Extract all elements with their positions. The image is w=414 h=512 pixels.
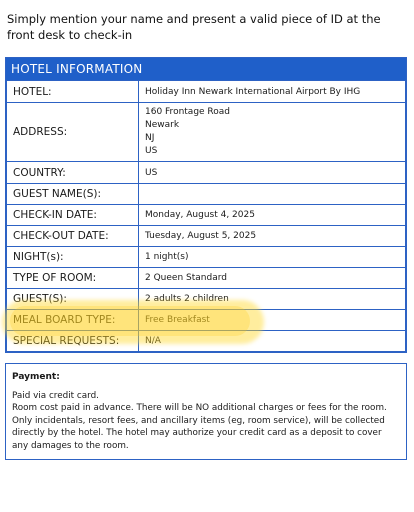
row-nights (7, 247, 406, 268)
room-type-label: TYPE OF ROOM: (7, 268, 139, 289)
row-check-out (7, 226, 406, 247)
payment-section (5, 363, 407, 460)
guest-names-label: GUEST NAME(S): (7, 184, 139, 205)
intro-text: Simply mention your name and present a valid piece of ID at the front desk to check-in (7, 12, 381, 42)
address-label: ADDRESS: (7, 103, 139, 162)
guests-label: GUEST(S): (7, 289, 139, 310)
address-value (139, 103, 406, 162)
check-out-value: Tuesday, August 5, 2025 (139, 226, 406, 247)
special-requests-value: N/A (139, 331, 406, 352)
country-label: COUNTRY: (7, 162, 139, 184)
meal-board-label: MEAL BOARD TYPE: (7, 310, 139, 331)
nights-value: 1 night(s) (139, 247, 406, 268)
row-special-requests (7, 331, 406, 352)
row-room-type (7, 268, 406, 289)
payment-method: Paid via credit card. (12, 390, 99, 401)
nights-label: NIGHT(s): (7, 247, 139, 268)
room-type-value: 2 Queen Standard (139, 268, 406, 289)
hotel-value: Holiday Inn Newark International Airport By IHG (139, 81, 406, 103)
payment-title: Payment: (12, 372, 60, 382)
guests-value: 2 adults 2 children (139, 289, 406, 310)
row-country (7, 162, 406, 184)
guest-names-value (139, 184, 406, 205)
country-value: US (139, 162, 406, 184)
special-requests-label: SPECIAL REQUESTS: (7, 331, 139, 352)
row-address (7, 103, 406, 162)
hotel-information-header: HOTEL INFORMATION (6, 58, 406, 80)
row-check-in (7, 205, 406, 226)
row-meal-board (7, 310, 406, 331)
check-in-label: CHECK-IN DATE: (7, 205, 139, 226)
check-in-value: Monday, August 4, 2025 (139, 205, 406, 226)
payment-details: Room cost paid in advance. There will be NO additional charges or fees for the room. Only incidentals, resort fees, and ancillary items (eg, room service), will be collected directly by the hotel. The hotel may authorize your credit card as a deposit to cover any damages to the room. (12, 403, 387, 451)
row-hotel (7, 81, 406, 103)
address-country: US (145, 146, 158, 156)
meal-board-value: Free Breakfast (139, 310, 406, 331)
hotel-information-table (5, 57, 407, 353)
address-city: Newark (145, 120, 180, 130)
hotel-label: HOTEL: (7, 81, 139, 103)
row-guest-names (7, 184, 406, 205)
check-out-label: CHECK-OUT DATE: (7, 226, 139, 247)
address-state: NJ (145, 133, 155, 143)
address-street: 160 Frontage Road (145, 107, 231, 117)
row-guests (7, 289, 406, 310)
